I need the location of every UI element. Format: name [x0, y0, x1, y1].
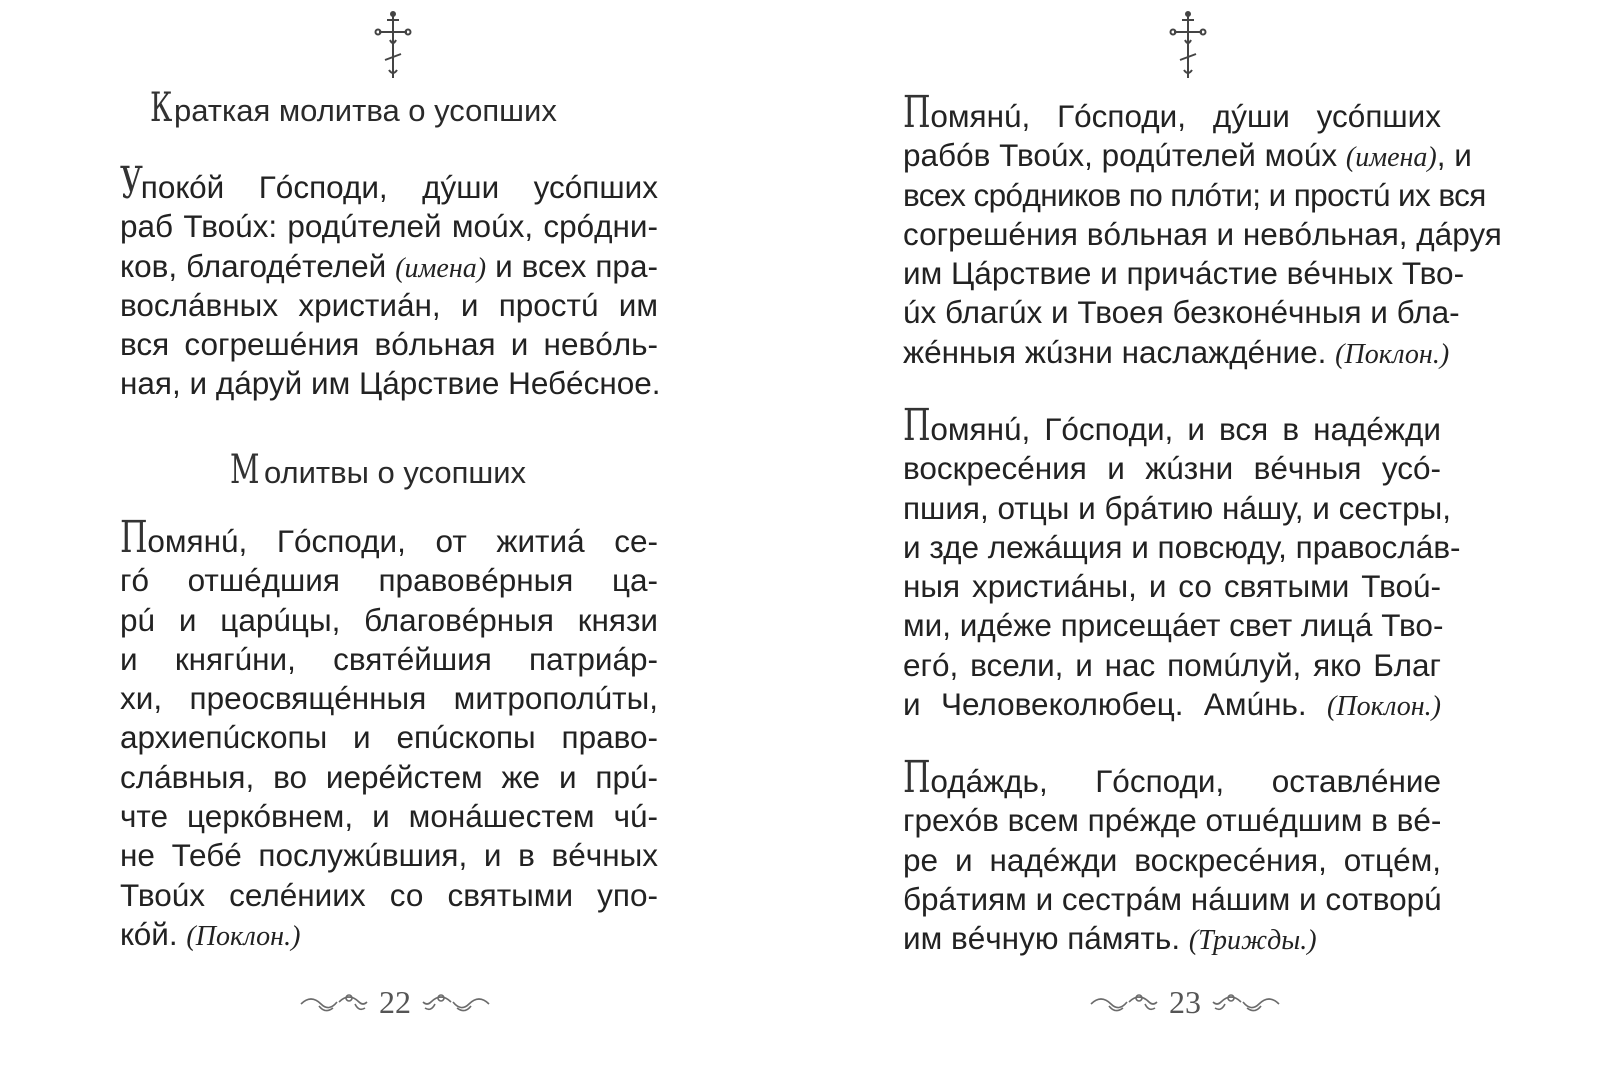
text-line: грехóв всем прéжде отшéдшим в вé-	[903, 802, 1442, 839]
prayer-3	[903, 400, 1461, 724]
text-line: ныя христиáны, и со святыми Твоú-	[903, 568, 1441, 605]
text-line: пшия, отцы и брáтию нáшу, и сестры,	[903, 489, 1451, 526]
text-line: вся согрешéния вóльная и невóль-	[120, 326, 658, 363]
text-line: Подáждь, Гóсподи, оставлéние	[903, 752, 1441, 803]
floral-ornament-icon	[1211, 988, 1281, 1016]
text-line: им вéчную пáмять. (Трижды.)	[903, 920, 1317, 957]
text-line: не Тебé послужúвшия, и в вéчных	[120, 837, 658, 874]
text-line: ков, благодéтелей (имена) и всех пра-	[120, 247, 658, 284]
heading-initial: К	[150, 85, 173, 131]
heading-initial: М	[230, 447, 260, 493]
text-line: кóй. (Поклон.)	[120, 915, 301, 952]
text-line: úх благúх и Твоея безконéчныя и бла-	[903, 294, 1460, 331]
floral-ornament-icon	[299, 988, 369, 1016]
names-note: (имена)	[395, 252, 487, 284]
text-line: Помянú, Гóсподи, дýши усóпших	[903, 87, 1441, 138]
text-line: рú и царúцы, благовéрныя князи	[120, 601, 658, 638]
text-line: Помянú, Гóсподи, от житиá се-	[120, 512, 658, 563]
page-number: 22	[379, 984, 411, 1020]
heading-text: раткая молитва о усопших	[173, 93, 557, 128]
text-line: раб Твоúх: родúтелей моúх, срóдни-	[120, 208, 658, 245]
text-line: гó отшéдшия правовéрныя ца-	[120, 562, 658, 599]
drop-cap: П	[903, 87, 930, 138]
drop-cap: П	[903, 400, 930, 451]
prayer-1	[120, 512, 658, 954]
bow-note: (Поклон.)	[1335, 338, 1450, 370]
orthodox-cross-icon	[1168, 10, 1208, 80]
text-line: хи, преосвящéнныя митрополúты,	[120, 680, 658, 717]
floral-ornament-icon	[1089, 988, 1159, 1016]
text-line: брáтиям и сестрáм нáшим и сотворú	[903, 880, 1442, 917]
text-line: егó, всели, и нас помúлуй, якo Благ	[903, 646, 1441, 683]
orthodox-cross-icon	[373, 10, 413, 80]
drop-cap: П	[903, 752, 930, 803]
drop-cap: П	[120, 512, 147, 563]
text-line: ре и надéжди воскресéния, отцéм,	[903, 841, 1441, 878]
text-line: чте церкóвнем, и монáшестем чú-	[120, 798, 658, 835]
text-line: воскресéния и жúзни вéчныя усó-	[903, 450, 1441, 487]
text-line: ми, идéже присещáет свет лицá Тво-	[903, 607, 1444, 644]
page-footer	[280, 982, 510, 1022]
text-line: слáвныя, во иерéйстем же и прú-	[120, 758, 658, 795]
heading-short-prayer	[150, 85, 557, 131]
text-line: всех срóдников по плóти; и простú их вся	[903, 176, 1486, 213]
heading-text: олитвы о усопших	[263, 455, 527, 490]
text-line: и зде лежáщия и повсюду, правослáв-	[903, 528, 1461, 565]
text-line: и княгúни, святéйшия патриáр-	[120, 640, 658, 677]
text-line: им Цáрствие и причáстие вéчных Тво-	[903, 255, 1465, 292]
heading-prayers	[230, 447, 527, 493]
bow-note: (Поклон.)	[1327, 691, 1441, 723]
text-line: Упокóй Гóсподи, дýши усóпших	[120, 158, 658, 209]
floral-ornament-icon	[421, 988, 491, 1016]
right-page	[800, 0, 1598, 1080]
text-line: жéнныя жúзни наслаждéние. (Поклон.)	[903, 333, 1450, 370]
text-line: Помянú, Гóсподи, и вся в надéжди	[903, 400, 1441, 451]
text-line: Твоúх селéниих со святыми упо-	[120, 876, 658, 913]
text-line: архиепúскопы и епúскопы право-	[120, 719, 658, 756]
drop-cap: У	[120, 158, 143, 209]
bow-note: (Поклон.)	[186, 920, 301, 952]
text-line: рабóв Твоúх, родúтелей моúх (имена), и	[903, 137, 1472, 174]
names-note: (имена)	[1345, 142, 1437, 174]
prayer-2	[903, 87, 1502, 372]
left-page	[0, 0, 790, 1080]
prayer-4	[903, 752, 1442, 958]
page-footer	[1070, 982, 1300, 1022]
short-prayer	[120, 158, 661, 404]
text-line: и Человеколюбец. Амúнь. (Поклон.)	[903, 686, 1441, 723]
thrice-note: (Трижды.)	[1188, 925, 1317, 957]
text-line: ная, и дáруй им Цáрствие Небéсное.	[120, 365, 661, 402]
text-line: согрешéния вóльная и невóльная, дáруя	[903, 215, 1502, 252]
text-line: вослáвных христиáн, и простú им	[120, 286, 658, 323]
page-number: 23	[1169, 984, 1201, 1020]
